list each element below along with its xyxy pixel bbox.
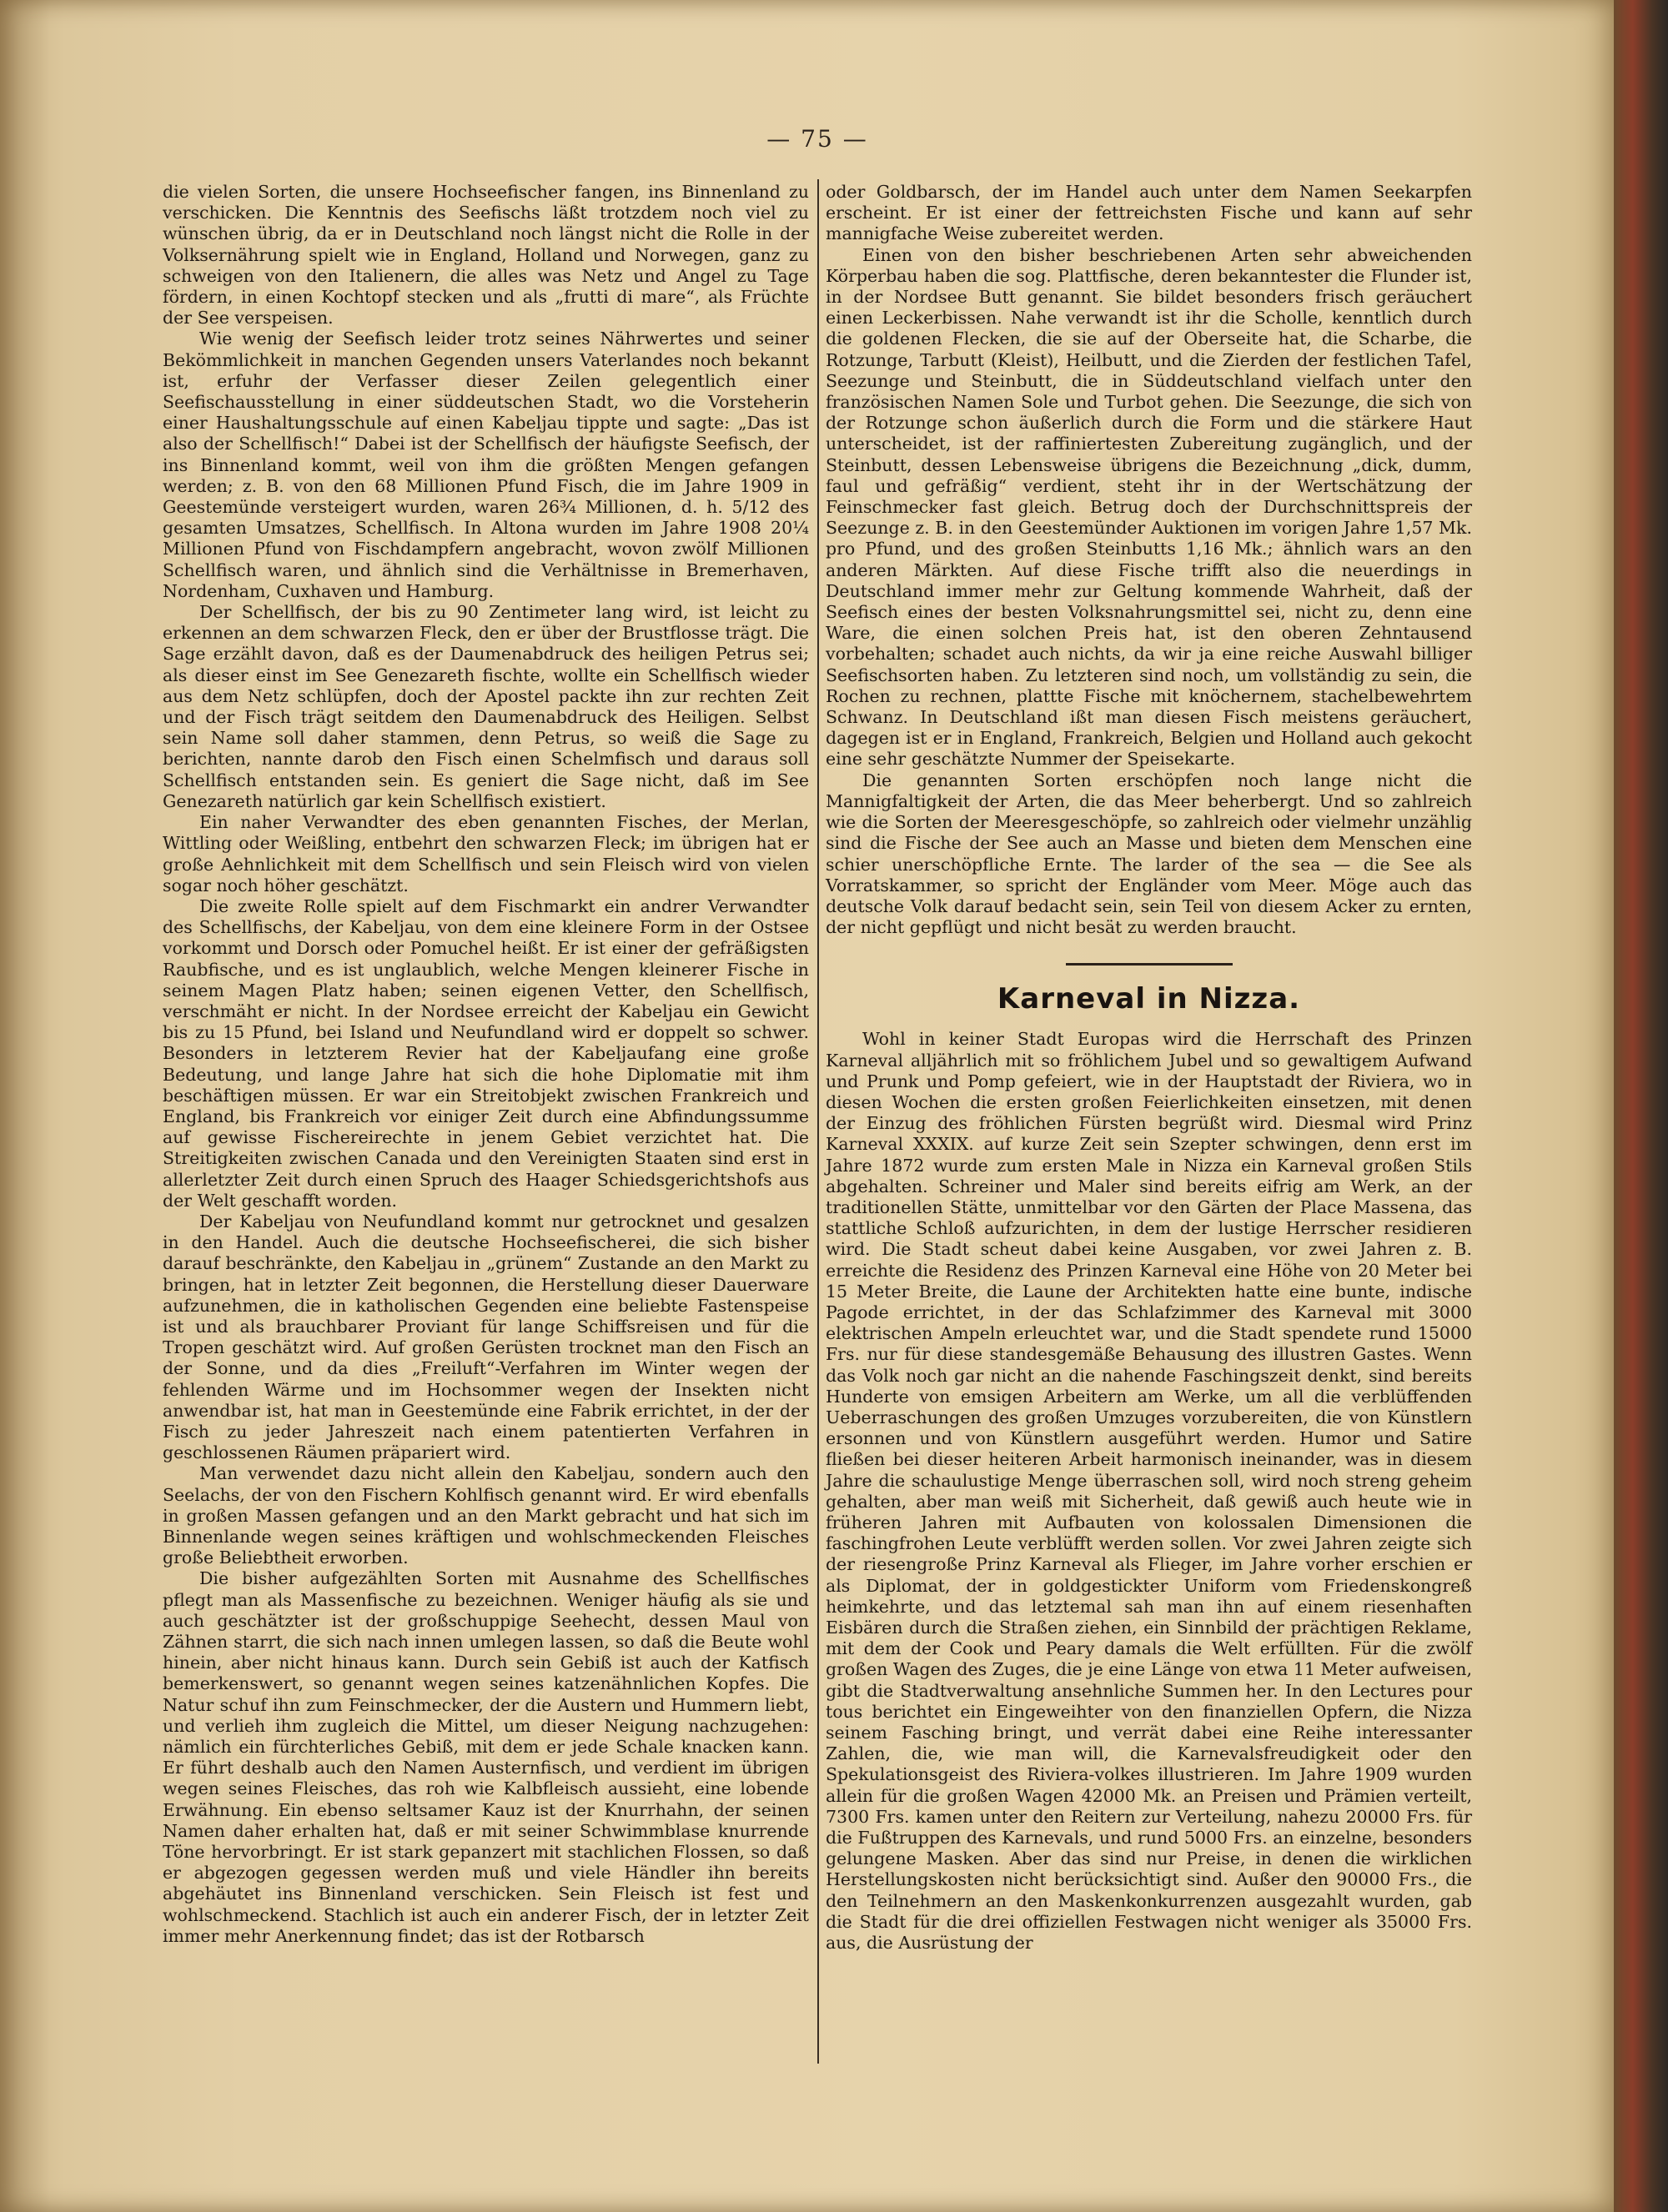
left-column	[163, 182, 809, 1947]
page-number: — 75 —	[766, 125, 868, 153]
paragraph: die vielen Sorten, die unsere Hochseefischer fangen, ins Binnenland zu verschicken. Die Kenntnis des Seefischs läßt trotzdem noch viel zu wünschen übrig, da er in Deutschland noch längst nicht die Rolle in der Volksernährung spielt wie in England, Holland und Norwegen, ganz zu schweigen von den Italienern, die alles was Netz und Angel zu Tage fördern, in einen Kochtopf stecken und als „frutti di mare“, als Früchte der See verspeisen.	[163, 182, 809, 329]
right-column	[826, 182, 1472, 1954]
paragraph: Die zweite Rolle spielt auf dem Fischmarkt ein andrer Verwandter des Schellfischs, der Kabeljau, von dem eine kleinere Form in der Ostsee vorkommt und Dorsch oder Pomuchel heißt. Er ist einer der gefräßigsten Raubfische, und es ist unglaublich, welche Mengen kleinerer Fische in seinem Magen Platz haben; seinen eigenen Vetter, den Schellfisch, verschmäht er nicht. In der Nordsee erreicht der Kabeljau ein Gewicht bis zu 15 Pfund, bei Island und Neufundland wird er doppelt so schwer. Besonders in letzterem Revier hat der Kabeljaufang eine große Bedeutung, und lange Jahre hat sich die hohe Diplomatie mit ihm beschäftigen müssen. Er war ein Streitobjekt zwischen Frankreich und England, bis Frankreich vor einiger Zeit durch eine Abfindungssumme auf gewisse Fischereirechte in jenem Gebiet verzichtet hat. Die Streitigkeiten zwischen Canada und den Vereinigten Staaten sind erst in allerletzter Zeit durch einen Spruch des Haager Schiedsgerichtshofs aus der Welt geschafft worden.	[163, 895, 809, 1211]
paragraph: Ein naher Verwandter des eben genannten Fisches, der Merlan, Wittling oder Weißling, entbehrt den schwarzen Fleck; im übrigen hat er große Aehnlichkeit mit dem Schellfisch und sein Fleisch wird von vielen sogar noch höher geschätzt.	[163, 812, 809, 895]
paragraph: Der Kabeljau von Neufundland kommt nur getrocknet und gesalzen in den Handel. Auch die deutsche Hochseefischerei, die sich bisher darauf beschränkte, den Kabeljau in „grünem“ Zustande an den Markt zu bringen, hat in letzter Zeit begonnen, die Herstellung dieser Dauerware aufzunehmen, die in katholischen Gegenden eine beliebte Fastenspeise ist und als brauchbarer Proviant für lange Schiffsreisen und für die Tropen geschätzt wird. Auf großen Gerüsten trocknet man den Fisch an der Sonne, und da dies „Freiluft“-Verfahren im Winter wegen der fehlenden Wärme und im Hochsommer wegen der Insekten nicht anwendbar ist, hat man in Geestemünde eine Fabrik errichtet, in der der Fisch zu jeder Jahreszeit nach einem patentierten Verfahren in geschlossenen Räumen präpariert wird.	[163, 1211, 809, 1463]
paragraph: Man verwendet dazu nicht allein den Kabeljau, sondern auch den Seelachs, der von den Fischern Kohlfisch genannt wird. Er wird ebenfalls in großen Massen gefangen und an den Markt gebracht und hat sich im Binnenlande wegen seines kräftigen und wohlschmeckenden Fleisches große Beliebtheit erworben.	[163, 1463, 809, 1568]
book-edge	[1614, 0, 1668, 2212]
paragraph: Die bisher aufgezählten Sorten mit Ausnahme des Schellfisches pflegt man als Massenfische zu bezeichnen. Weniger häufig als sie und auch geschätzter ist der großschuppige Seehecht, dessen Maul von Zähnen starrt, die sich nach innen umlegen lassen, so daß die Beute wohl hinein, aber nicht hinaus kann. Durch sein Gebiß ist auch der Katfisch bemerkenswert, so genannt wegen seines katzenähnlichen Kopfes. Die Natur schuf ihn zum Feinschmecker, der die Austern und Hummern liebt, und verlieh ihm zugleich die Mittel, um dieser Neigung nachzugehen: nämlich ein fürchterliches Gebiß, mit dem er jede Schale knacken kann. Er führt deshalb auch den Namen Austernfisch, und verdient im übrigen wegen seines Fleisches, das roh wie Kalbfleisch aussieht, eine lobende Erwähnung. Ein ebenso seltsamer Kauz ist der Knurrhahn, der seinen Namen daher erhalten hat, daß er mit seiner Schwimmblase knurrende Töne hervorbringt. Er ist stark gepanzert mit stachlichen Flossen, so daß er abgezogen gegessen werden muß und viele Händler ihn bereits abgehäutet ins Binnenland verschicken. Sein Fleisch ist fest und wohlschmeckend. Stachlich ist auch ein anderer Fisch, der in letzter Zeit immer mehr Anerkennung findet; das ist der Rotbarsch	[163, 1568, 809, 1946]
article-title: Karneval in Nizza.	[997, 982, 1301, 1016]
page-shadow	[0, 0, 50, 2212]
paragraph: Wie wenig der Seefisch leider trotz seines Nährwertes und seiner Bekömmlichkeit in manchen Gegenden unsers Vaterlandes noch bekannt ist, erfuhr der Verfasser dieser Zeilen gelegentlich einer Seefischausstellung in einer süddeutschen Stadt, wo die Vorsteherin einer Haushaltungsschule auf einen Kabeljau tippte und sagte: „Das ist also der Schellfisch!“ Dabei ist der Schellfisch der häufigste Seefisch, der ins Binnenland kommt, weil von ihm die größten Mengen gefangen werden; z. B. von den 68 Millionen Pfund Fisch, die im Jahre 1909 in Geestemünde versteigert wurden, waren 26¾ Millionen, d. h. 5/12 des gesamten Umsatzes, Schellfisch. In Altona wurden im Jahre 1908 20¼ Millionen Pfund von Fischdampfern angebracht, wovon zwölf Millionen Schellfisch waren, und ähnlich sind die Verhältnisse in Bremerhaven, Nordenham, Cuxhaven und Hamburg.	[163, 329, 809, 601]
paragraph: Einen von den bisher beschriebenen Arten sehr abweichenden Körperbau haben die sog. Plattfische, deren bekanntester die Flunder ist, in der Nordsee Butt genannt. Sie bildet besonders frisch geräuchert einen Leckerbissen. Nahe verwandt ist ihr die Scholle, kenntlich durch die goldenen Flecken, die sie auf der Oberseite hat, die Scharbe, die Rotzunge, Tarbutt (Kleist), Heilbutt, und die Zierden der festlichen Tafel, Seezunge und Steinbutt, die in Süddeutschland vielfach unter den französischen Namen Sole und Turbot gehen. Die Seezunge, die sich von der Rotzunge schon äußerlich durch die Form und die stärkere Haut unterscheidet, ist der raffiniertesten Zubereitung zugänglich, und der Steinbutt, dessen Lebensweise übrigens die Bezeichnung „dick, dumm, faul und gefräßig“ verdient, steht ihr in der Wertschätzung der Feinschmecker fast gleich. Betrug doch der Durchschnittspreis der Seezunge z. B. in den Geestemünder Auktionen im vorigen Jahre 1,57 Mk. pro Pfund, und des großen Steinbutts 1,16 Mk.; ähnlich wars an den anderen Märkten. Auf diese Fische trifft also die neuerdings in Deutschland immer mehr zur Geltung kommende Wahrheit, daß der Seefisch eines der besten Volksnahrungsmittel sei, nicht zu, denn eine Ware, die einen solchen Preis hat, ist den oberen Zehntausend vorbehalten; schadet auch nichts, da wir ja eine reiche Auswahl billiger Seefischsorten haben. Zu letzteren sind noch, um vollständig zu sein, die Rochen zu rechnen, plattte Fische mit knöchernem, stachelbewehrtem Schwanz. In Deutschland ißt man diesen Fisch meistens geräuchert, dagegen ist er in England, Frankreich, Belgien und Holland auch gekocht eine sehr geschätzte Nummer der Speisekarte.	[826, 244, 1472, 770]
paragraph: Die genannten Sorten erschöpfen noch lange nicht die Mannigfaltigkeit der Arten, die das Meer beherbergt. Und so zahlreich wie die Sorten der Meeresgeschöpfe, so zahlreich oder vielmehr unzählig sind die Fische der See auch an Masse und bieten dem Menschen eine schier unerschöpfliche Ernte. The larder of the sea — die See als Vorratskammer, so spricht der Engländer vom Meer. Möge auch das deutsche Volk darauf bedacht sein, sein Teil von diesem Acker zu ernten, der nicht gepflügt und nicht besät zu werden braucht.	[826, 770, 1472, 938]
paragraph: Der Schellfisch, der bis zu 90 Zentimeter lang wird, ist leicht zu erkennen an dem schwarzen Fleck, den er über der Brustflosse trägt. Die Sage erzählt davon, daß es der Daumenabdruck des heiligen Petrus sei; als dieser einst im See Genezareth fischte, wollte ein Schellfisch wieder aus dem Netz schlüpfen, doch der Apostel packte ihn zur rechten Zeit und der Fisch trägt seitdem den Daumenabdruck des Heiligen. Selbst sein Name soll daher stammen, denn Petrus, so weiß die Sage zu berichten, nannte darob den Fisch einen Schelmfisch und daraus soll Schellfisch entstanden sein. Es geniert die Sage nicht, daß im See Genezareth natürlich gar kein Schellfisch existiert.	[163, 602, 809, 811]
column-divider	[817, 179, 819, 2064]
paragraph: Wohl in keiner Stadt Europas wird die Herrschaft des Prinzen Karneval alljährlich mit so fröhlichem Jubel und so gewaltigem Aufwand und Prunk und Pomp gefeiert, wie in der Hauptstadt der Riviera, wo in diesen Wochen die ersten großen Feierlichkeiten einsetzen, mit denen der Einzug des fröhlichen Fürsten begrüßt wird. Diesmal wird Prinz Karneval XXXIX. auf kurze Zeit sein Szepter schwingen, denn erst im Jahre 1872 wurde zum ersten Male in Nizza ein Karneval großen Stils abgehalten. Schreiner und Maler sind bereits eifrig am Werk, an der traditionellen Stätte, unmittelbar vor den Gärten der Place Massena, das stattliche Schloß aufzurichten, in dem der lustige Herrscher residieren wird. Die Stadt scheut dabei keine Ausgaben, vor zwei Jahren z. B. erreichte die Residenz des Prinzen Karneval eine Höhe von 20 Meter bei 15 Meter Breite, die Laune der Architekten hatte eine bunte, indische Pagode errichtet, in der das Schlafzimmer des Karneval mit 3000 elektrischen Ampeln erleuchtet war, und die Stadt spendete rund 15000 Frs. nur für diese standesgemäße Behausung des illustren Gastes. Wenn das Volk noch gar nicht an die nahende Faschingszeit denkt, sind bereits Hunderte von emsigen Arbeitern am Werke, um all die verblüffenden Ueberraschungen des großen Umzuges vorzubereiten, die von Künstlern ersonnen und von Künstlern ausgeführt werden. Humor und Satire fließen bei dieser heiteren Arbeit harmonisch ineinander, was in diesem Jahre die schaulustige Menge überraschen soll, wird noch streng geheim gehalten, aber man weiß mit Sicherheit, daß gewiß auch heute wie in früheren Jahren mit Aufbauten von kolossalen Dimensionen die faschingfrohen Leute verblüfft werden sollen. Vor zwei Jahren zeigte sich der riesengroße Prinz Karneval als Flieger, im Jahre vorher erschien er als Diplomat, der in goldgestickter Uniform vom Friedenskongreß heimkehrte, und das letztemal sah man ihn auf einem riesenhaften Eisbären durch die Straßen ziehen, ein Sinnbild der prächtigen Reklame, mit dem der Cook und Peary damals die Welt erfüllten. Für die zwölf großen Wagen des Zuges, die je eine Länge von etwa 11 Meter aufweisen, gibt die Stadtverwaltung ansehnliche Summen her. In den Lectures pour tous berichtet ein Eingeweihter von den finanziellen Opfern, die Nizza seinem Fasching bringt, und verrät dabei eine Reihe interessanter Zahlen, die, wie man will, die Karnevalsfreudigkeit oder den Spekulationsgeist des Riviera-volkes illustrieren. Im Jahre 1909 wurden allein für die großen Wagen 42000 Mk. an Preisen und Prämien verteilt, 7300 Frs. kamen unter den Reitern zur Verteilung, nahezu 20000 Frs. für die Fußtruppen des Karnevals, und rund 5000 Frs. an einzelne, besonders gelungene Masken. Aber das sind nur Preise, in denen die wirklichen Herstellungskosten nicht berücksichtigt sind. Außer den 90000 Frs., die den Teilnehmern an den Maskenkonkurrenzen ausgezahlt wurden, gab die Stadt für die drei offiziellen Festwagen nicht weniger als 35000 Frs. aus, die Ausrüstung der	[826, 1029, 1472, 1954]
section-divider	[1066, 963, 1233, 966]
paragraph: oder Goldbarsch, der im Handel auch unter dem Namen Seekarpfen erscheint. Er ist einer der fettreichsten Fische und kann auf sehr mannigfache Weise zubereitet werden.	[826, 182, 1472, 244]
